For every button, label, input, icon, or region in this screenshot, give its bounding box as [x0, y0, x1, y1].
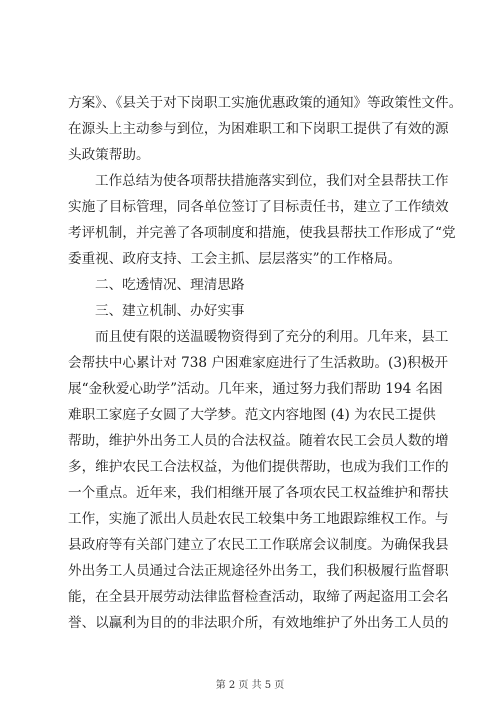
text-line: 考评机制，并完善了各项制度和措施，使我县帮扶工作形成了“党	[68, 225, 456, 241]
text-line: 工作总结为使各项帮扶措施落实到位，我们对全县帮扶工作	[95, 173, 449, 189]
text-line: 委重视、政府支持、工会主抓、层层落实”的工作格局。	[68, 251, 402, 267]
text-line: 誉、以赢利为目的的非法职介所，有效地维护了外出务工人员的	[68, 615, 449, 631]
text-line: 在源头上主动参与到位，为困难职工和下岗职工提供了有效的源	[68, 121, 449, 137]
text-line: 难职工家庭子女圆了大学梦。范文内容地图 (4) 为农民工提供	[68, 407, 436, 423]
section-heading: 二、吃透情况、理清思路	[95, 277, 245, 293]
text-line: 县政府等有关部门建立了农民工工作联席会议制度。为确保我县	[68, 537, 449, 553]
page-number: 第 2 页 共 5 页	[215, 680, 285, 691]
text-line: 方案》、《县关于对下岗职工实施优惠政策的通知》等政策性文件。	[68, 95, 463, 111]
text-line: 会帮扶中心累计对 738 户困难家庭进行了生活救助。(3)积极开	[68, 355, 449, 371]
text-line: 而且使有限的送温暖物资得到了充分的利用。几年来，县工	[95, 329, 449, 345]
section-heading: 三、建立机制、办好实事	[95, 303, 245, 319]
text-line: 能，在全县开展劳动法律监督检查活动，取缔了两起盗用工会名	[68, 589, 449, 605]
text-line: 一个重点。近年来，我们相继开展了各项农民工权益维护和帮扶	[68, 485, 449, 501]
text-line: 实施了目标管理，同各单位签订了目标责任书，建立了工作绩效	[68, 199, 449, 215]
text-line: 工作，实施了派出人员赴农民工较集中务工地跟踪维权工作。与	[68, 511, 449, 527]
text-line: 多，维护农民工合法权益，为他们提供帮助，也成为我们工作的	[68, 459, 449, 475]
text-line: 头政策帮助。	[68, 147, 150, 163]
text-line: 外出务工人员通过合法正规途径外出务工，我们积极履行监督职	[68, 563, 449, 579]
text-line: 展“金秋爱心助学”活动。几年来，通过努力我们帮助 194 名困	[68, 381, 443, 397]
text-line: 帮助，维护外出务工人员的合法权益。随着农民工会员人数的增	[68, 433, 449, 449]
